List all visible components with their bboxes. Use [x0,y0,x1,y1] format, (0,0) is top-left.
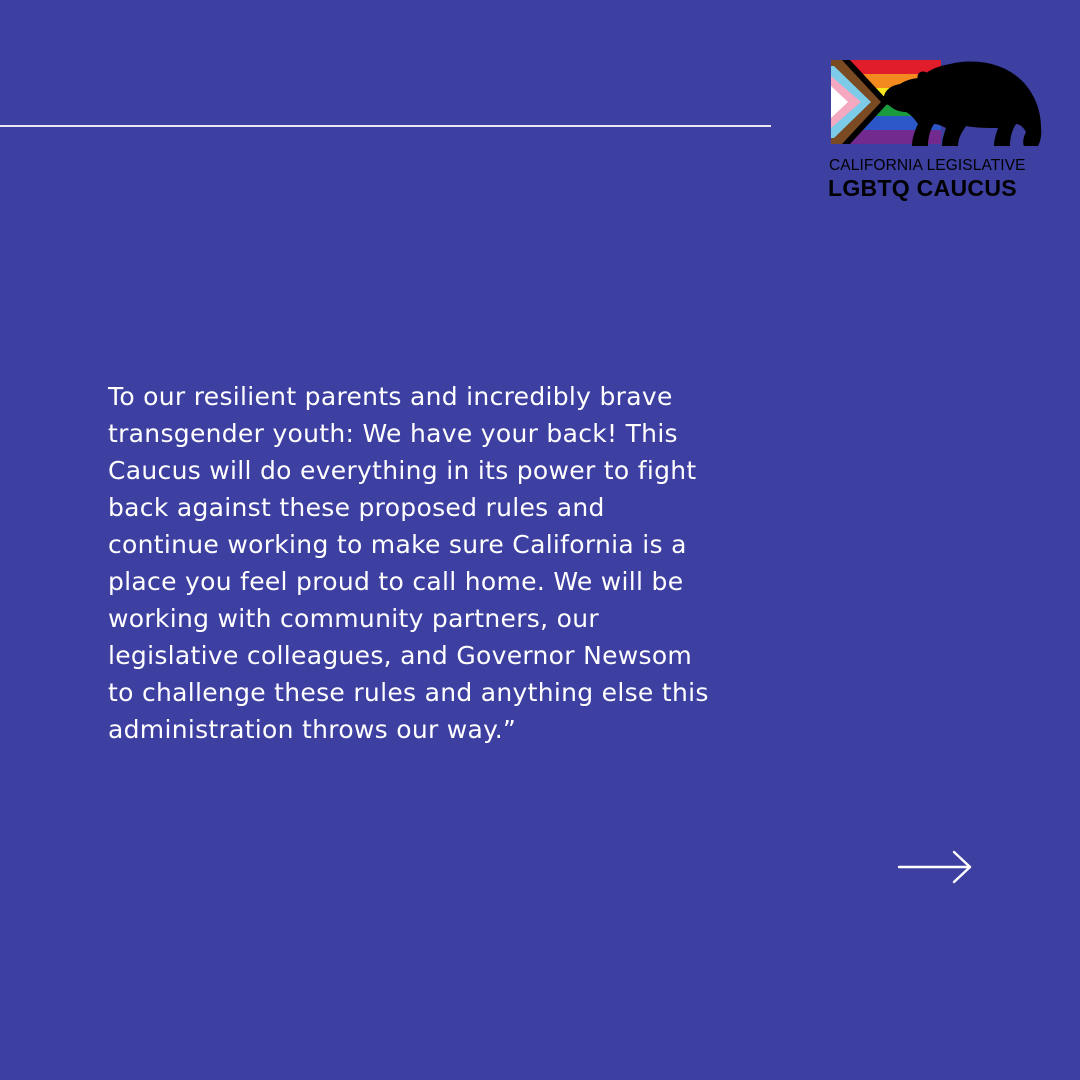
bear-flag-icon [826,58,1046,158]
arrow-right-icon-graphic [896,848,976,888]
top-divider-line [0,125,771,127]
arrow-right-icon[interactable] [896,848,976,888]
logo-title-line-1: CALIFORNIA LEGISLATIVE [829,157,1026,174]
quote-text: To our resilient parents and incredibly brave transgender youth: We have your back! This Caucus will do everything in its power to fight back against these proposed rules and continue working to make sure California is a place you feel proud to call home. We will be working with community partners, our legislative colleagues, and Governor Newsom to challenge these rules and anything else this administration throws our way.” [108,382,709,744]
caucus-logo [826,58,1046,204]
logo-title-line-2: LGBTQ CAUCUS [828,175,1017,201]
